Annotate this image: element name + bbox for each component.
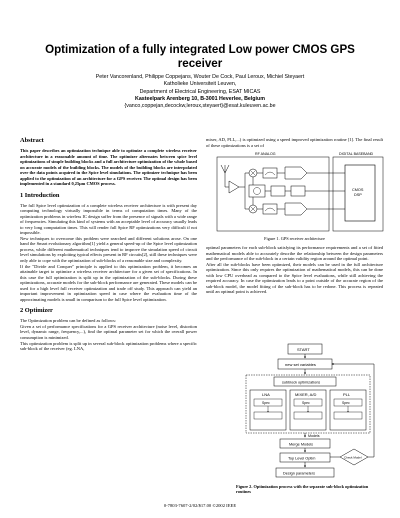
title-line-1: Optimization of a fully integrated Low power CMOS GPS [45,43,355,56]
author-block [20,74,380,110]
affiliation-1: Katholieke Universiteit Leuven, [163,81,237,88]
models-label: Models [308,434,320,438]
lna-triangle [229,181,239,193]
dsp-label-2: DSP [354,193,362,197]
title-line-2: receiver [177,57,223,70]
affiliation-2: Department of Electrical Engineering, ESAT MICAS [139,88,261,95]
top-opt-label: Top Level Optim [288,456,316,461]
lna-label: LNA [262,392,270,397]
emails: {vanco,coppejan,decockw,leroux,steyaert}@esat.kuleuven.ac.be [124,103,276,110]
right-paragraph-3: After all the sub-blocks have been optimized, their models can be used in the full architecture optimization. Since this only requires the optimization of mathematical models, this can be done with low CPU overhead as compared to the Spice level evaluations, while still achieving the required accuracy. In case the optimization leads to a point outside of the accurate region of the sub-block model, the model fitting of the sub-block has to be redone. This process is repeated until an optimal point is achieved. [206,261,383,295]
right-paragraph-2: optimal parameters for each sub-block satisfying its performance requirements and a set of fitted mathematical models able to accurately describe the relationship between the design parameters and the performance of the sub-block in a certain validity region around the optimal point. [206,245,383,262]
figure-1-caption: Figure 1. GPS receiver architecture [264,236,325,241]
rf-analog-label: RF ANALOG [255,152,276,156]
filter-i [263,168,277,178]
dsp-label-1: CMOS [352,188,364,192]
check-model-label: Check Model [344,455,362,460]
figure-2-flowchart [240,342,380,482]
design-label: Design parameters [283,471,316,476]
subblock-title: subblock optimizations [282,380,321,385]
right-column-middle [206,245,383,295]
antenna-icon [221,165,229,185]
adc-i [285,167,307,179]
address: Kasteelpark Arenberg 10, B-3001 Heverlee, Belgium [135,95,265,102]
spec-label-1: Spec [262,401,270,405]
section-1-paragraph-3: If the "Divide and Conquer" principle is applied to this optimization problem, it becomes an attainable target to optimize a wireless receiver architecture for a given set of specifications. In this case the full optimization is split up in the optimization of the sub-blocks. During these optimizations, accurate models for the sub-block performance are generated. These models can be used for a high level full receiver optimization and trade off study. This approach can yield an important improvement in optimization speed in case where the evaluation time of the approximating models is small in comparison to the full Spice level optimization. [20,263,197,302]
merge-label: Merge Models [289,442,314,447]
ref-block [291,186,305,196]
adc-q [285,203,307,215]
section-2-heading: 2 Optimizer [20,307,53,315]
page-footer: 0-7803-7607-2/02/$17.00 ©2002 IEEE [163,503,237,508]
divider-block [271,186,285,196]
section-2-paragraph-3: This optimization problem is split up in several sub-block optimization problems where a specific sub-block of the receiver (eg. LNA, [20,340,197,352]
abstract-heading: Abstract [20,137,44,144]
figure-2-caption: Figure 2. Optimization process with the separate sub-block optimization routines [236,484,369,495]
pll-label: PLL [343,392,351,397]
start-label: START [297,347,310,352]
pll-block [249,185,265,197]
right-paragraph-1: mixer, AD, PLL,...) is optimized using a speed improved optimization routine [1]. The final result of these optimizations is a set of [206,137,383,148]
abstract-text: This paper describes an optimization technique able to optimize a complete wireless receiver architecture in a reasonable amount of time. The optimizer alternates between spice level optimizations of simple building blocks and a full architecture optimization of the whole based on accurate models of the building blocks. The models of the building blocks are interpolated over the data points acquired in the Spice level simulations. The optimizer technique has been applied to the optimization of an architecture for a GPS receiver. The optimal design has been implemented in a standard 0,25µm CMOS process. [20,148,197,186]
mixer-label: MIXER, A/D [295,392,317,397]
section-2-paragraph-1: The Optimization problem can be defined as follows: [20,318,117,324]
paper-title [20,43,380,71]
spec-label-2: Spec [302,401,310,405]
filter-q [263,204,277,214]
right-column-top [206,137,383,148]
section-1-heading: 1 Introduction [20,191,60,199]
spec-label-3: Spec [342,401,350,405]
section-2-paragraph-2: Given a set of performance specifications for a GPS receiver architecture (noise level, distortion level, dynamic range, frequency,...), find the optimal parameter set for which the overall power consumption is minimized. [20,323,197,340]
authors: Peter Vancorenland, Philippe Coppejans, Wouter De Cock, Paul Leroux, Michiel Steyaert [95,74,305,80]
figure-1-architecture [215,151,387,233]
section-1-paragraph-2: New techniques to overcome this problem were searched and different solutions arose. On one hand the Smart evolutionary algorithm[1] yield a general speed-up of the Spice level optimization process, while different mathematical techniques tend to improve the simulation speed of circuit level simulations by exploiting typical effects present in RF circuits[2], still these techniques were only able to cope with the optimization of sub-blocks of a reasonable size and complexity. [20,235,197,263]
section-1-paragraph-1: The full Spice level optimization of a complete wireless receiver architecture is with present day computing technology virtually impossible in terms of computation times. Many of the optimization problems in wireless IC design suffer from the presence of signals with a wide range of frequencies. Simulating this kind of systems with an acceptable level of accuracy usually leads to very long computation times. This will render full Spice RF optimizations very difficult if not impossible. [20,202,197,236]
new-set-label: new set variables [285,362,316,367]
left-column [20,137,197,352]
digital-label: DIGITAL BASEBAND [339,152,374,156]
